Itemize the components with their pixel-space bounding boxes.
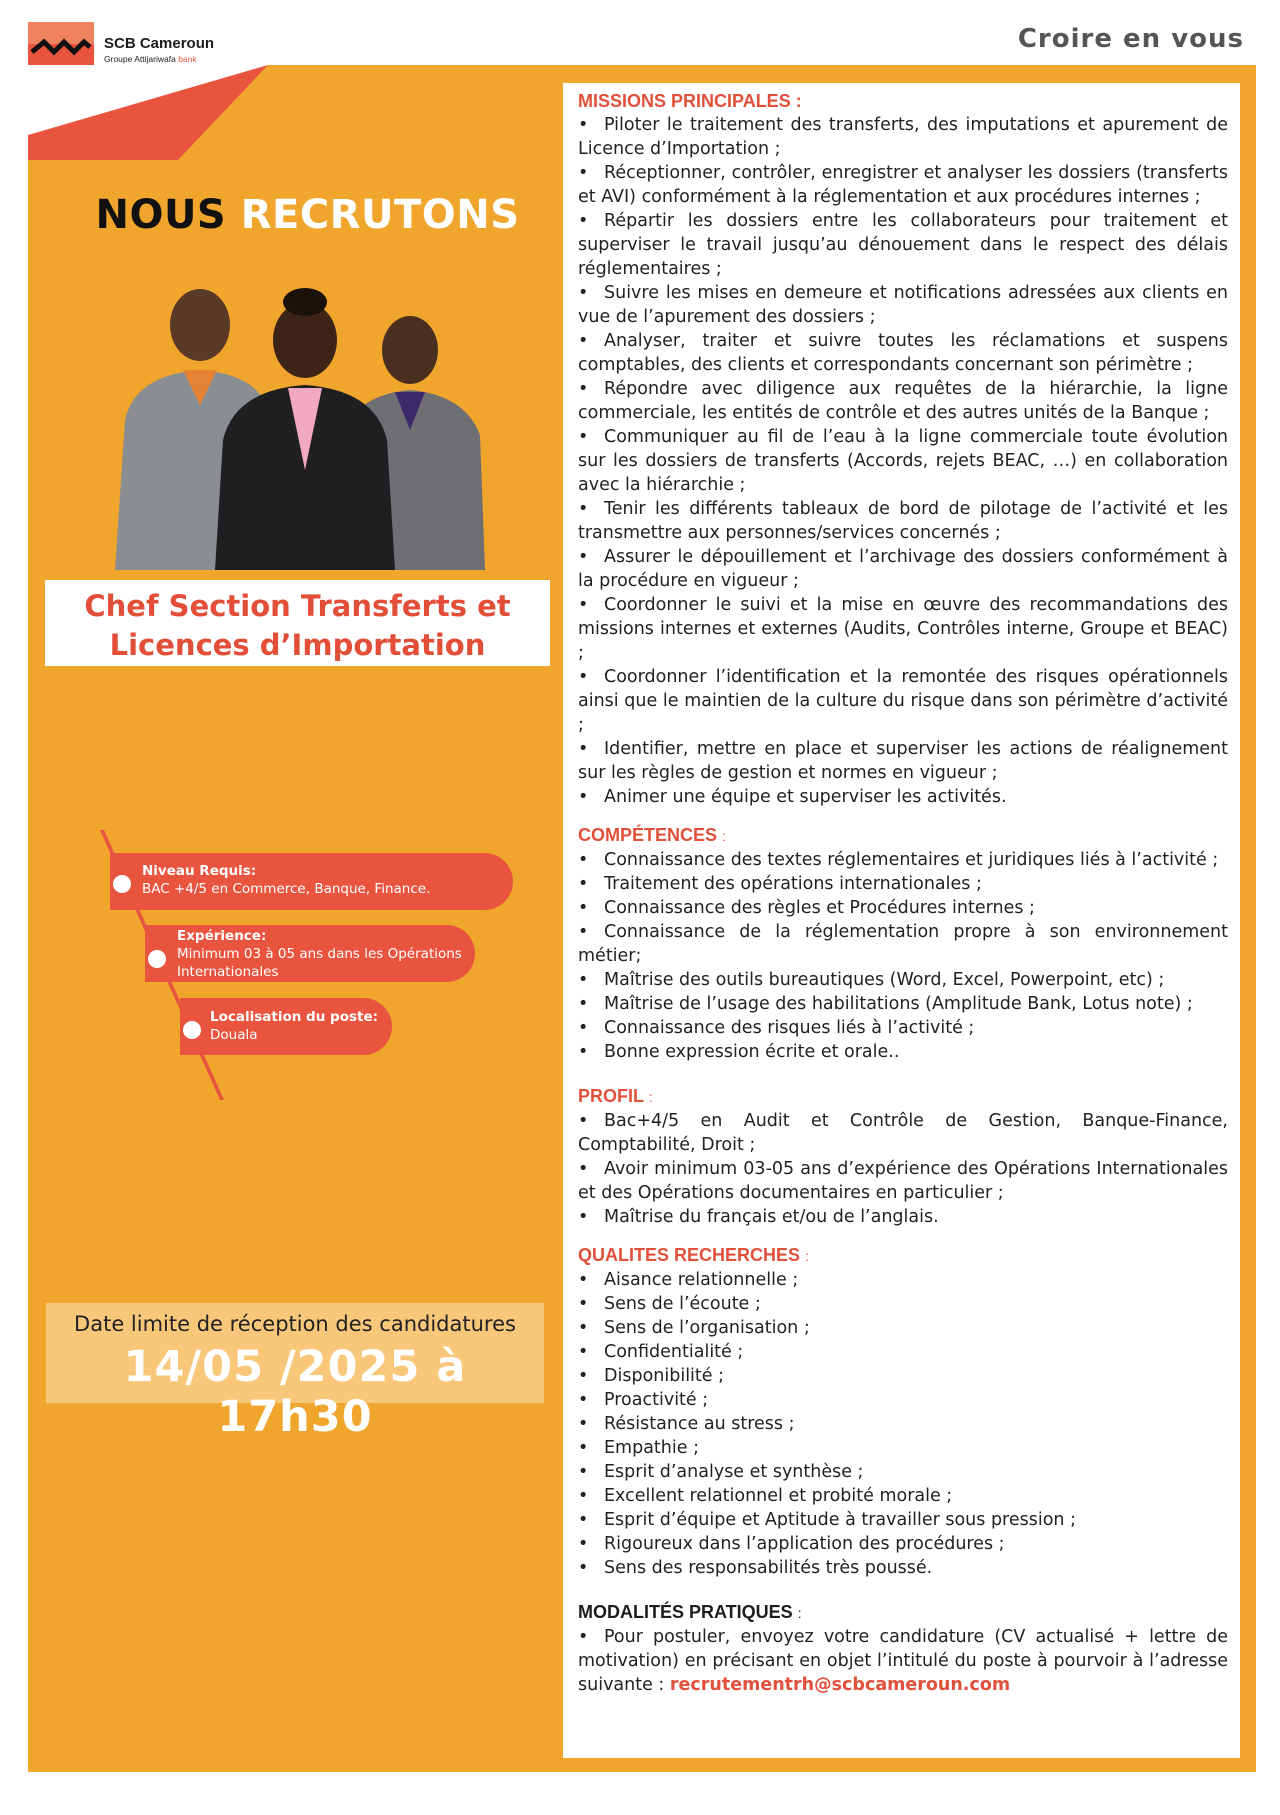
list-item <box>578 872 1228 896</box>
list-item-text: Coordonner le suivi et la mise en œuvre des recommandations des missions internes et externes (Audits, Contrôles interne, Groupe et BEAC) ; <box>578 595 1228 663</box>
list-item <box>578 1109 1228 1157</box>
list-item-text: Coordonner l’identification et la remontée des risques opérationnels ainsi que le maintien de la culture du risque dans son périmètre d’activité ; <box>578 667 1228 735</box>
bullet-icon: • <box>578 1438 589 1458</box>
list-item <box>578 1436 1228 1460</box>
list-item <box>578 920 1228 968</box>
list-item <box>578 1484 1228 1508</box>
bullet-icon: • <box>578 1534 589 1554</box>
qualites-title: QUALITES RECHERCHES <box>578 1245 801 1265</box>
list-item-text: Traitement des opérations internationales ; <box>604 874 982 894</box>
bullet-icon: • <box>578 874 589 894</box>
competences-colon: : <box>722 828 726 844</box>
bullet-icon: • <box>578 1558 589 1578</box>
list-item-text: Connaissance des textes réglementaires et juridiques liés à l’activité ; <box>604 850 1219 870</box>
person-center <box>215 288 395 570</box>
list-item-text: Analyser, traiter et suivre toutes les réclamations et suspens comptables, des clients et correspondants concernant son périmètre ; <box>578 331 1228 375</box>
list-item <box>578 848 1228 872</box>
headline <box>40 192 575 238</box>
list-item <box>578 785 1228 809</box>
list-item <box>578 1532 1228 1556</box>
list-item-text: Connaissance de la réglementation propre à son environnement métier; <box>578 922 1228 966</box>
headline-nous: NOUS <box>95 192 227 238</box>
list-item-text: Esprit d’analyse et synthèse ; <box>604 1462 864 1482</box>
list-item <box>578 1316 1228 1340</box>
bullet-icon: • <box>578 1414 589 1434</box>
job-title-line-2: Licences d’Importation <box>109 628 486 662</box>
bullet-icon: • <box>578 1510 589 1530</box>
list-item <box>578 1268 1228 1292</box>
competences-title: COMPÉTENCES <box>578 825 718 845</box>
list-item <box>578 896 1228 920</box>
bullet-icon: • <box>578 1366 589 1386</box>
list-item <box>578 209 1228 281</box>
modalites-section <box>578 1600 1228 1697</box>
list-item-text: Excellent relationnel et probité morale ; <box>604 1486 953 1506</box>
list-item-text: Maîtrise des outils bureautiques (Word, Excel, Powerpoint, etc) ; <box>604 970 1165 990</box>
qualites-title-row <box>578 1243 1228 1268</box>
list-item <box>578 377 1228 425</box>
bullet-icon: • <box>578 994 589 1014</box>
timeline-dot <box>113 875 131 893</box>
bullet-icon: • <box>578 1159 589 1179</box>
missions-section <box>578 89 1228 809</box>
list-item-text: Connaissance des risques liés à l’activité ; <box>604 1018 975 1038</box>
modalites-text: • Pour postuler, envoyez votre candidature (CV actualisé + lettre de motivation) en précisant en objet l’intitulé du poste à pourvoir à l’adresse suivante : recrutementrh@scbcameroun.com <box>578 1627 1228 1695</box>
qualites-colon: : <box>805 1248 809 1264</box>
requirement-experience-text: Minimum 03 à 05 ans dans les Opérations Internationales <box>177 946 462 980</box>
list-item-text: Répartir les dossiers entre les collaborateurs pour traitement et superviser le travail jusqu’au dénouement dans le respect des délais réglementaires ; <box>578 211 1228 279</box>
bullet-icon: • <box>578 1342 589 1362</box>
list-item <box>578 737 1228 785</box>
team-photo <box>105 270 505 570</box>
application-email[interactable]: recrutementrh@scbcameroun.com <box>669 1675 1011 1695</box>
bullet-icon: • <box>578 1318 589 1338</box>
bullet-icon: • <box>578 1042 589 1062</box>
list-item <box>578 1508 1228 1532</box>
list-item-text: Maîtrise de l’usage des habilitations (Amplitude Bank, Lotus note) ; <box>604 994 1193 1014</box>
deadline-date: 14/05 /2025 à 17h30 <box>123 1342 467 1442</box>
list-item <box>578 1157 1228 1205</box>
list-item <box>578 545 1228 593</box>
requirement-location-title: Localisation du poste: <box>210 1009 379 1025</box>
requirement-experience-title: Expérience: <box>177 928 267 944</box>
list-item-text: Aisance relationnelle ; <box>604 1270 799 1290</box>
deadline-label: Date limite de réception des candidatures <box>74 1312 516 1336</box>
requirement-location-text: Douala <box>210 1027 258 1043</box>
list-item <box>578 281 1228 329</box>
bullet-icon: • <box>578 898 589 918</box>
list-item-text: Disponibilité ; <box>604 1366 725 1386</box>
list-item-text: Proactivité ; <box>604 1390 709 1410</box>
bullet-icon: • <box>578 163 589 183</box>
bullet-icon: • <box>578 379 589 399</box>
bullet-icon: • <box>578 739 589 759</box>
bullet-icon: • <box>578 970 589 990</box>
list-item-text: Animer une équipe et superviser les activités. <box>604 787 1007 807</box>
list-item-text: Tenir les différents tableaux de bord de pilotage de l’activité et les transmettre aux personnes/services concernés ; <box>578 499 1228 543</box>
qualites-list <box>578 1268 1228 1580</box>
list-item-text: Maîtrise du français et/ou de l’anglais. <box>604 1207 939 1227</box>
list-item <box>578 497 1228 545</box>
profil-section <box>578 1084 1228 1229</box>
list-item-text: Sens des responsabilités très poussé. <box>604 1558 933 1578</box>
list-item <box>578 1292 1228 1316</box>
list-item-text: Bac+4/5 en Audit et Contrôle de Gestion, Banque-Finance, Comptabilité, Droit ; <box>578 1111 1228 1155</box>
profil-list <box>578 1109 1228 1229</box>
list-item-text: Empathie ; <box>604 1438 699 1458</box>
modalites-colon: : <box>797 1605 802 1621</box>
requirement-level-text: BAC +4/5 en Commerce, Banque, Finance. <box>142 881 431 897</box>
bullet-icon: • <box>578 331 589 351</box>
bullet-icon: • <box>578 1462 589 1482</box>
bullet-icon: • <box>578 1486 589 1506</box>
list-item-text: Répondre avec diligence aux requêtes de la hiérarchie, la ligne commerciale, les entités de contrôle et des autres unités de la Banque ; <box>578 379 1228 423</box>
list-item-text: Piloter le traitement des transferts, des imputations et apurement de Licence d’Importation ; <box>578 115 1228 159</box>
list-item-text: Suivre les mises en demeure et notifications adressées aux clients en vue de l’apurement des dossiers ; <box>578 283 1228 327</box>
brand-group: Groupe Attijariwafa <box>104 54 176 65</box>
bullet-icon: • <box>578 922 589 942</box>
bullet-icon: • <box>578 850 589 870</box>
list-item-text: Sens de l’écoute ; <box>604 1294 761 1314</box>
bullet-icon: • <box>578 499 589 519</box>
requirement-experience-pill <box>145 925 475 982</box>
profil-colon: : <box>648 1089 653 1105</box>
list-item <box>578 593 1228 665</box>
list-item <box>578 1556 1228 1580</box>
bullet-icon: • <box>578 787 589 807</box>
bullet-icon: • <box>578 1270 589 1290</box>
list-item <box>578 665 1228 737</box>
list-item-text: Confidentialité ; <box>604 1342 744 1362</box>
list-item <box>578 161 1228 209</box>
list-item <box>578 992 1228 1016</box>
list-item <box>578 1412 1228 1436</box>
requirement-level-pill <box>110 853 513 910</box>
list-item <box>578 968 1228 992</box>
competences-title-row <box>578 823 1228 848</box>
bullet-icon: • <box>578 211 589 231</box>
profil-title: PROFIL <box>578 1086 644 1106</box>
bullet-icon: • <box>578 1390 589 1410</box>
missions-title: MISSIONS PRINCIPALES : <box>578 91 802 111</box>
brand-bank: bank <box>178 54 197 65</box>
list-item-text: Rigoureux dans l’application des procédures ; <box>604 1534 1005 1554</box>
list-item-text: Communiquer au fil de l’eau à la ligne commerciale toute évolution sur les dossiers de transferts (Accords, rejets BEAC, …) en collaboration avec la hiérarchie ; <box>578 427 1228 495</box>
competences-list <box>578 848 1228 1064</box>
list-item-text: Résistance au stress ; <box>604 1414 795 1434</box>
bullet-icon: • <box>578 547 589 567</box>
modalites-title: MODALITÉS PRATIQUES <box>578 1602 793 1622</box>
headline-recrutons: RECRUTONS <box>240 192 520 238</box>
requirement-level-title: Niveau Requis: <box>142 863 257 879</box>
list-item <box>578 425 1228 497</box>
competences-section <box>578 823 1228 1064</box>
list-item-text: Connaissance des règles et Procédures internes ; <box>604 898 1035 918</box>
list-item <box>578 113 1228 161</box>
bullet-icon: • <box>578 427 589 447</box>
list-item-text: Sens de l’organisation ; <box>604 1318 810 1338</box>
qualites-section <box>578 1243 1228 1580</box>
list-item-text: Bonne expression écrite et orale.. <box>604 1042 900 1062</box>
profil-title-row <box>578 1084 1228 1109</box>
deadline-box <box>46 1303 544 1442</box>
tagline: Croire en vous <box>1017 24 1244 54</box>
list-item-text: Avoir minimum 03-05 ans d’expérience des Opérations Internationales et des Opérations documentaires en particulier ; <box>578 1159 1228 1203</box>
list-item-text: Assurer le dépouillement et l’archivage des dossiers conformément à la procédure en vigueur ; <box>578 547 1228 591</box>
bullet-icon: • <box>578 115 589 135</box>
brand-subtitle <box>104 55 214 64</box>
job-title-box <box>45 580 550 666</box>
timeline-dot <box>148 950 166 968</box>
bullet-icon: • <box>578 667 589 687</box>
bullet-icon: • <box>578 1111 589 1131</box>
list-item <box>578 1040 1228 1064</box>
list-item <box>578 1388 1228 1412</box>
list-item-text: Identifier, mettre en place et superviser les actions de réalignement sur les règles de gestion et normes en vigueur ; <box>578 739 1228 783</box>
job-title-line-1: Chef Section Transferts et <box>84 589 511 623</box>
list-item-text: Réceptionner, contrôler, enregistrer et analyser les dossiers (transferts et AVI) conformément à la réglementation et aux procédures internes ; <box>578 163 1228 207</box>
missions-list <box>578 113 1228 809</box>
bullet-icon: • <box>578 283 589 303</box>
modalites-title-row <box>578 1600 1228 1625</box>
list-item <box>578 1016 1228 1040</box>
list-item <box>578 1205 1228 1229</box>
bullet-icon: • <box>578 1207 589 1227</box>
list-item <box>578 1460 1228 1484</box>
list-item <box>578 1340 1228 1364</box>
bullet-icon: • <box>578 1294 589 1314</box>
corner-decoration <box>28 65 268 165</box>
timeline-dot <box>183 1021 201 1039</box>
list-item <box>578 1364 1228 1388</box>
requirement-location-pill <box>180 998 392 1055</box>
bullet-icon: • <box>578 1018 589 1038</box>
brand-name: SCB Cameroun <box>104 35 215 53</box>
list-item <box>578 329 1228 377</box>
job-description <box>563 83 1240 1758</box>
modalites-body: Pour postuler, envoyez votre candidature (CV actualisé + lettre de motivation) en précisant en objet l’intitulé du poste à pourvoir à l’adresse suivante : <box>578 1627 1228 1695</box>
list-item-text: Esprit d’équipe et Aptitude à travailler sous pression ; <box>604 1510 1076 1530</box>
bullet-icon: • <box>578 595 589 615</box>
